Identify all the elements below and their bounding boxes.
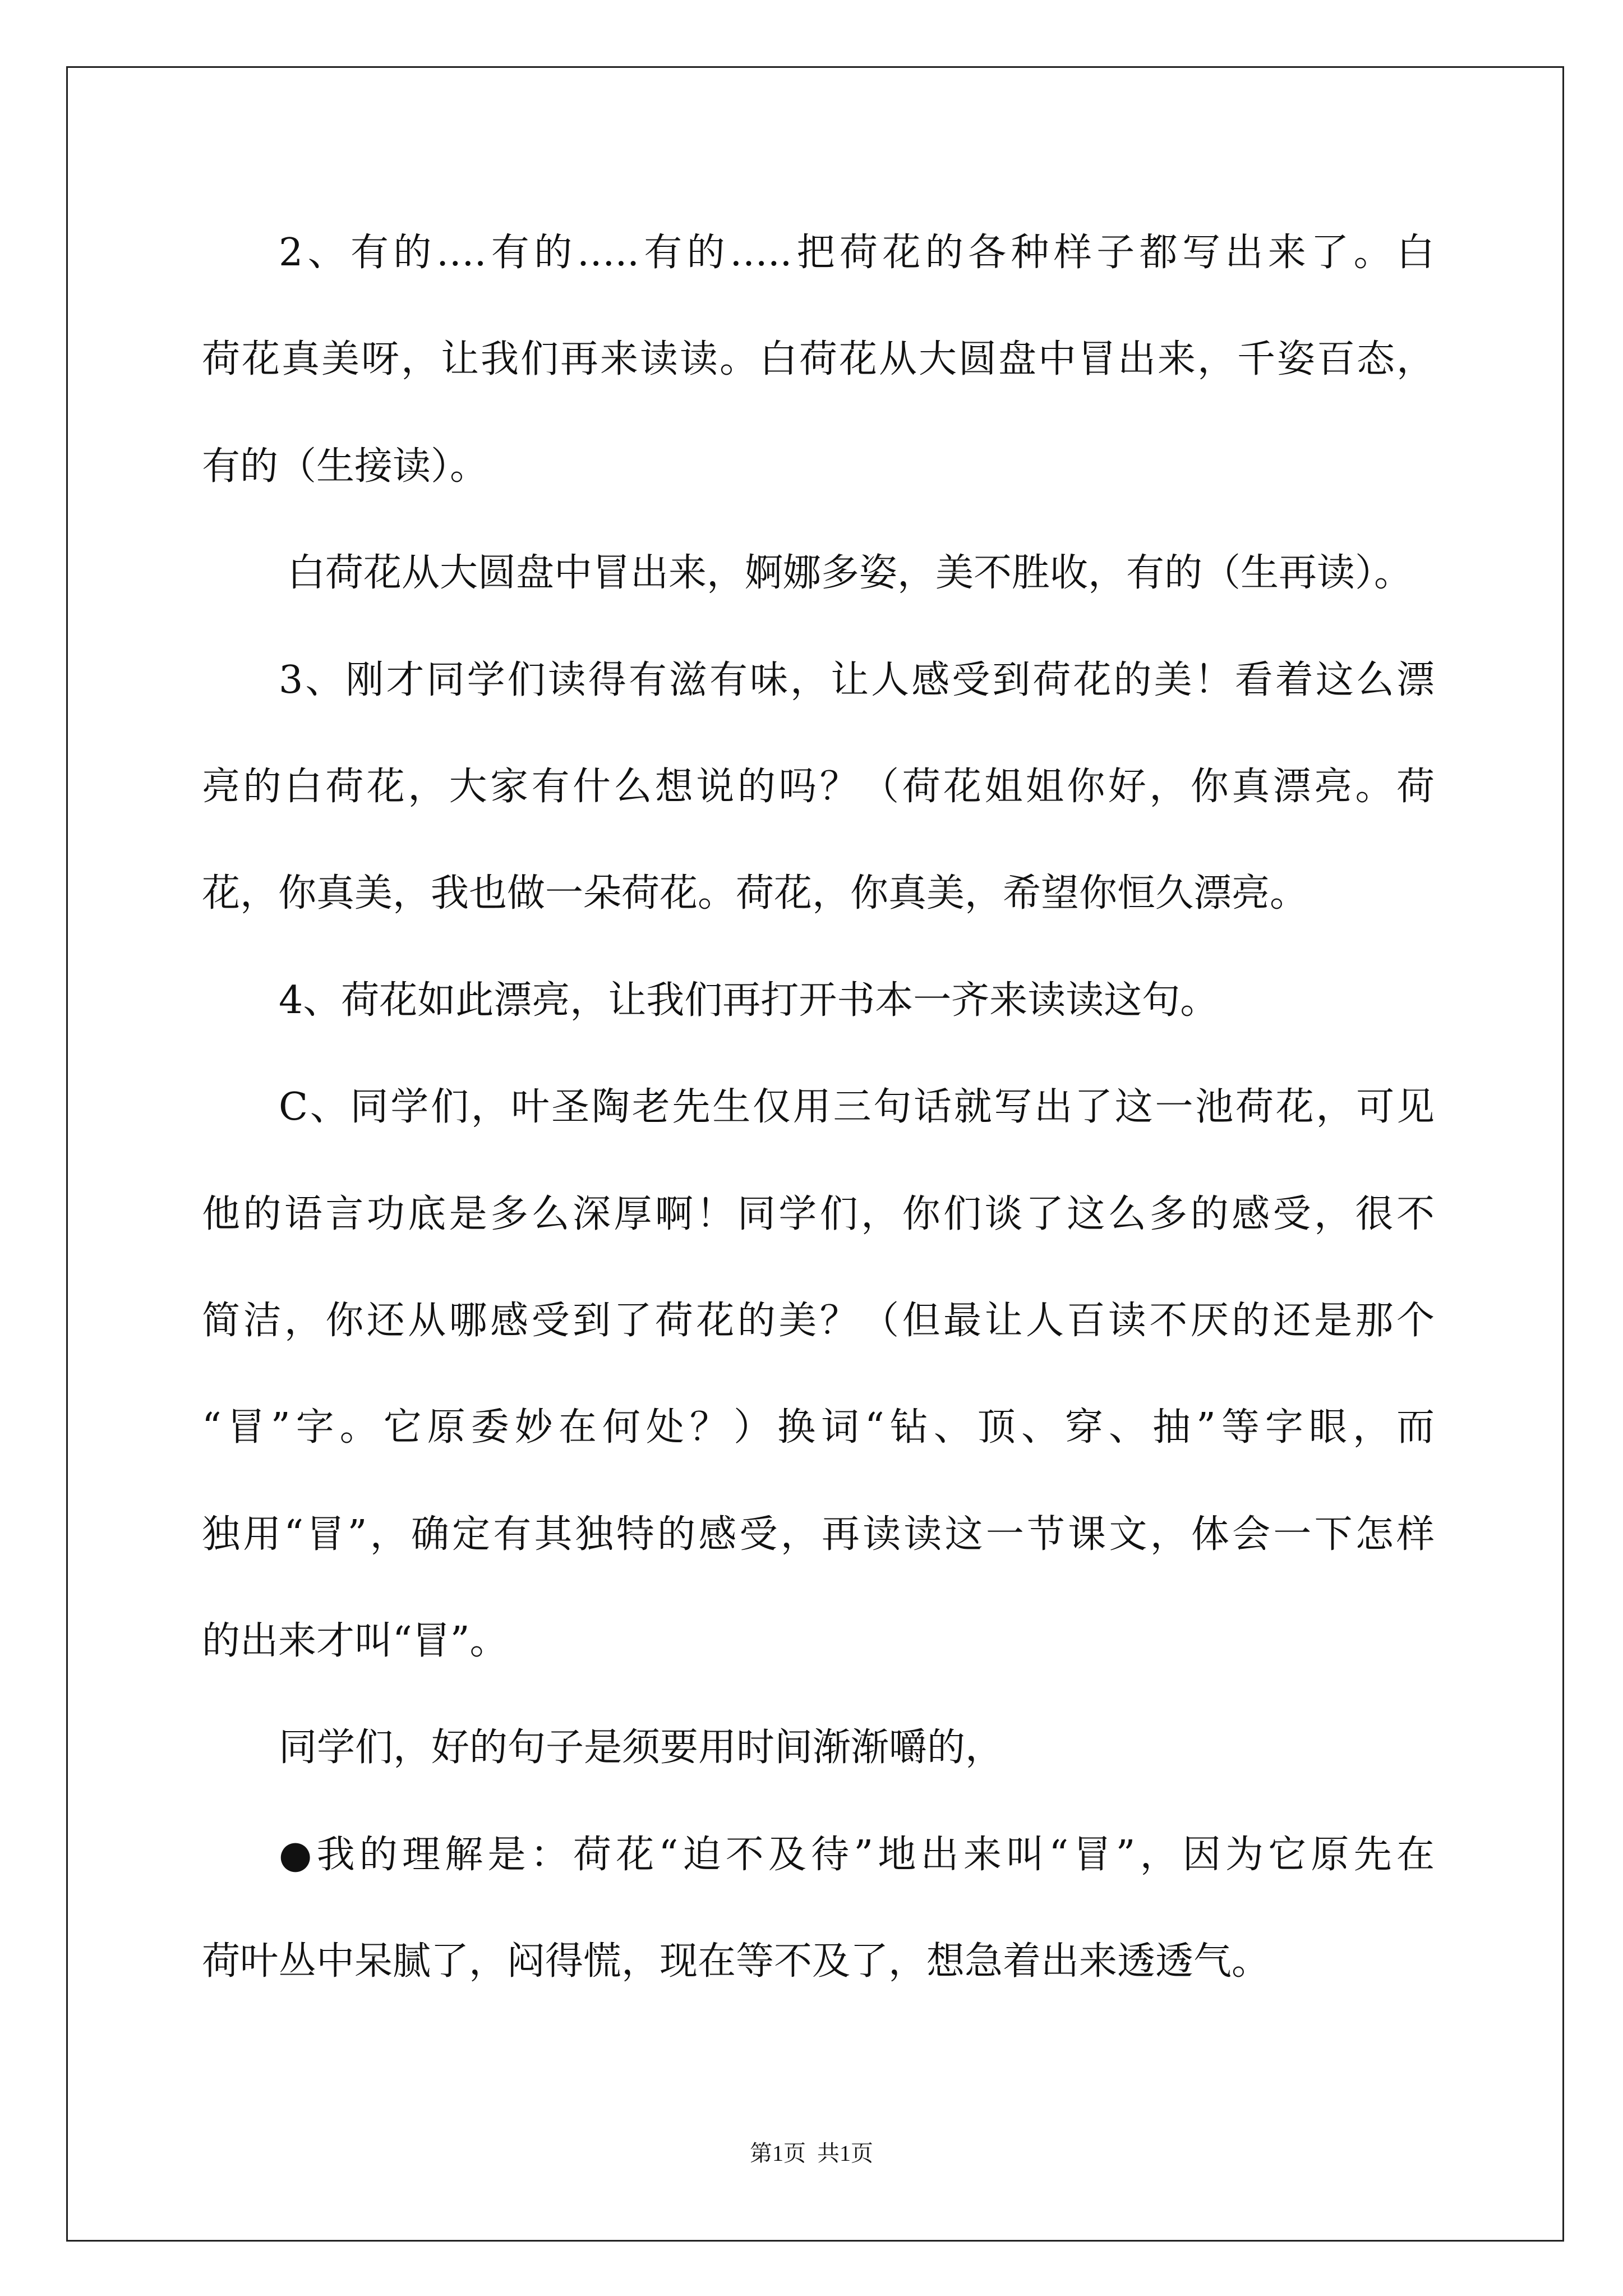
text-line: 3、刚才同学们读得有滋有味，让人感受到荷花的美！看着这么漂	[279, 657, 1435, 702]
text-line: C、同学们，叶圣陶老先生仅用三句话就写出了这一池荷花，可见	[279, 1085, 1435, 1130]
paragraph	[202, 627, 1435, 947]
text-line: 同学们，好的句子是须要用时间渐渐嚼的，	[279, 1726, 1004, 1770]
text-line: 独用“冒”，确定有其独特的感受，再读读这一节课文，体会一下怎样	[202, 1512, 1435, 1557]
page-footer: 第1页 共1页	[750, 2141, 873, 2166]
text-line: 有的（生接读）。	[202, 444, 488, 489]
paragraph	[202, 520, 1435, 627]
text-line: 白荷花从大圆盘中冒出来，婀娜多姿，美不胜收，有的（生再读）。	[287, 551, 1413, 596]
paragraph	[202, 1695, 1435, 1801]
text-line: 4、荷花如此漂亮，让我们再打开书本一齐来读读这句。	[279, 978, 1219, 1023]
paragraph	[202, 200, 1435, 520]
paragraph	[202, 1054, 1435, 1695]
text-line: 他的语言功底是多么深厚啊！同学们，你们谈了这么多的感受，很不	[202, 1191, 1435, 1236]
text-line: ●我的理解是：荷花“迫不及待”地出来叫“冒”，因为它原先在	[279, 1832, 1435, 1877]
document-body	[202, 200, 1435, 2016]
paragraph	[202, 1802, 1435, 2016]
text-line: 亮的白荷花，大家有什么想说的吗？（荷花姐姐你好，你真漂亮。荷	[202, 764, 1435, 809]
text-line: “冒”字。它原委妙在何处？）换词“钻、顶、穿、抽”等字眼，而	[202, 1405, 1435, 1450]
text-line: 花，你真美，我也做一朵荷花。荷花，你真美，希望你恒久漂亮。	[202, 871, 1308, 916]
text-line: 荷花真美呀，让我们再来读读。白荷花从大圆盘中冒出来，千姿百态，	[202, 337, 1435, 382]
paragraph	[202, 947, 1435, 1054]
text-line: 的出来才叫“冒”。	[202, 1619, 508, 1664]
text-line: 荷叶丛中呆腻了，闷得慌，现在等不及了，想急着出来透透气。	[202, 1939, 1270, 1984]
text-line: 简洁，你还从哪感受到了荷花的美？（但最让人百读不厌的还是那个	[202, 1298, 1435, 1343]
text-line: 2、有的….有的…..有的…..把荷花的各种样子都写出来了。白	[279, 231, 1435, 275]
